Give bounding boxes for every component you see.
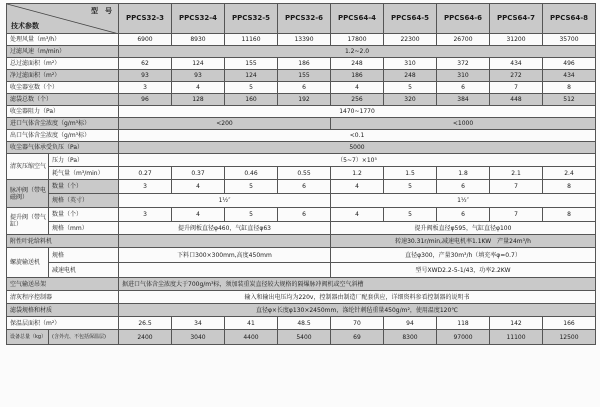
cell: 5 — [225, 180, 278, 194]
cell: 93 — [119, 70, 172, 82]
cell: 26.5 — [119, 317, 172, 330]
cell: 7 — [490, 208, 543, 222]
row-label: 空气输送吊架 — [7, 278, 119, 291]
cell: 4 — [172, 180, 225, 194]
row-label: 收尘器阻力（Pa） — [7, 106, 119, 118]
group-label: 螺旋输送机 — [7, 248, 49, 278]
row-resistance — [7, 106, 596, 118]
merged-cell: 1470~1770 — [119, 106, 596, 118]
cell: 70 — [331, 317, 384, 330]
row-controller — [7, 291, 596, 304]
cell: 97000 — [437, 330, 490, 345]
cell: 124 — [172, 58, 225, 70]
model-6: PPCS64-5 — [384, 4, 437, 34]
model-4: PPCS32-6 — [278, 4, 331, 34]
row-bags — [7, 94, 596, 106]
cell: 17800 — [331, 34, 384, 46]
cell: 4 — [331, 82, 384, 94]
cell: 186 — [331, 70, 384, 82]
cell: 448 — [490, 94, 543, 106]
model-8: PPCS64-7 — [490, 4, 543, 34]
cell: 5 — [384, 180, 437, 194]
row-screw-spec — [7, 248, 596, 263]
row-label: 出口气体含尘浓度（g/m³标） — [7, 130, 119, 142]
model-9: PPCS64-8 — [543, 4, 596, 34]
cell: 155 — [278, 70, 331, 82]
row-cleaning-pressure — [7, 154, 596, 167]
empty-cell — [119, 235, 331, 248]
model-2: PPCS32-4 — [172, 4, 225, 34]
cell: 11100 — [490, 330, 543, 345]
cell: 512 — [543, 94, 596, 106]
corner-params-label: 技术参数 — [11, 22, 39, 30]
cell: 384 — [437, 94, 490, 106]
cell: 2.1 — [490, 167, 543, 180]
row-label: 滤袋规格和材质 — [7, 304, 119, 317]
group-label: 脉冲阀（带电磁阀） — [7, 180, 49, 208]
cell: 7 — [490, 82, 543, 94]
cell: 1.2 — [331, 167, 384, 180]
cell: 128 — [172, 94, 225, 106]
cell: 6 — [278, 208, 331, 222]
merged-cell-right: 直径φ300，产量30m³/h（填充率φ=0.7） — [331, 248, 596, 263]
cell: 8 — [543, 208, 596, 222]
row-insulation — [7, 317, 596, 330]
cell: 434 — [543, 70, 596, 82]
merged-cell: 输入和输出电压均为220v，控制器由制造厂配套供应，详细资料参看控制器的说明书 — [119, 291, 596, 304]
cell: 0.37 — [172, 167, 225, 180]
row-outlet-concentration — [7, 130, 596, 142]
cell: 4400 — [225, 330, 278, 345]
cell: 8930 — [172, 34, 225, 46]
corner-model-label: 型 号 — [91, 7, 112, 15]
cell: 0.27 — [119, 167, 172, 180]
cell: 0.55 — [278, 167, 331, 180]
row-weight — [7, 330, 596, 345]
cell: 6 — [437, 180, 490, 194]
cell: 8 — [543, 82, 596, 94]
row-label: 规格 — [49, 248, 119, 263]
row-filter-speed — [7, 46, 596, 58]
row-net-area — [7, 70, 596, 82]
cell: 3040 — [172, 330, 225, 345]
cell: 160 — [225, 94, 278, 106]
cell: 8300 — [384, 330, 437, 345]
model-7: PPCS64-6 — [437, 4, 490, 34]
cell: 34 — [172, 317, 225, 330]
cell: 96 — [119, 94, 172, 106]
cell: 310 — [437, 70, 490, 82]
row-air-system — [7, 278, 596, 291]
row-label: 进口气体含尘浓度（g/m³标） — [7, 118, 119, 130]
cell: 7 — [490, 180, 543, 194]
cell: 8 — [543, 180, 596, 194]
cell: 62 — [119, 58, 172, 70]
cell: 13390 — [278, 34, 331, 46]
merged-cell: 1.2~2.0 — [119, 46, 596, 58]
cell: 272 — [490, 70, 543, 82]
row-label: 减速电机 — [49, 263, 119, 278]
cell: 11160 — [225, 34, 278, 46]
group-label: 清灰压缩空气 — [7, 154, 49, 180]
header-row — [7, 4, 596, 34]
cell: 256 — [331, 94, 384, 106]
empty-cell — [119, 263, 331, 278]
cell: 31200 — [490, 34, 543, 46]
merged-cell-left: 提升阀板直径φ460，气缸直径φ63 — [119, 222, 331, 235]
weight-label: 设备总量（kg） — [10, 334, 47, 340]
cell: 41 — [225, 317, 278, 330]
cell: 12500 — [543, 330, 596, 345]
cell: 248 — [331, 58, 384, 70]
row-label — [7, 330, 49, 345]
row-label: 耗气量（m³/min） — [49, 167, 119, 180]
cell: 3 — [119, 208, 172, 222]
merged-cell-right: 1½″ — [331, 194, 596, 208]
merged-cell-left: 下料口300×300mm,高度450mm — [119, 248, 331, 263]
cell: 2.4 — [543, 167, 596, 180]
row-pulse-valve-spec — [7, 194, 596, 208]
row-pulse-valve-qty — [7, 180, 596, 194]
cell: 6 — [278, 82, 331, 94]
row-label: 附性叶轮给料机 — [7, 235, 119, 248]
cell: 6900 — [119, 34, 172, 46]
model-5: PPCS64-4 — [331, 4, 384, 34]
row-label: 压力（Pa） — [49, 154, 119, 167]
cell: 3 — [119, 82, 172, 94]
row-inlet-concentration — [7, 118, 596, 130]
cell: 69 — [331, 330, 384, 345]
cell: 6 — [437, 208, 490, 222]
group-label: 提升阀（带气缸） — [7, 208, 49, 235]
cell: 320 — [384, 94, 437, 106]
cell: 48.5 — [278, 317, 331, 330]
row-label: 收尘器室数（个） — [7, 82, 119, 94]
cell: 5 — [225, 82, 278, 94]
merged-cell-left: 1½″ — [119, 194, 331, 208]
merged-cell-right: <1000 — [331, 118, 596, 130]
row-lift-valve-spec — [7, 222, 596, 235]
row-label: 数量（个） — [49, 180, 119, 194]
cell: 6 — [437, 82, 490, 94]
cell: 1.5 — [384, 167, 437, 180]
header-corner — [7, 4, 119, 34]
cell: 310 — [384, 58, 437, 70]
row-feeder — [7, 235, 596, 248]
cell: 94 — [384, 317, 437, 330]
cell: 372 — [437, 58, 490, 70]
row-bag-spec — [7, 304, 596, 317]
merged-cell: 据进口气体含尘浓度大于700g/m³标，须加装重炭直径较大规格的隔爆脉冲阀机或空气斜槽 — [119, 278, 596, 291]
cell: 4 — [172, 208, 225, 222]
cell: 192 — [278, 94, 331, 106]
row-chambers — [7, 82, 596, 94]
cell: 496 — [543, 58, 596, 70]
merged-cell-right: 转速30.31r/min,减速电机率1.1KW 产量24m³/h — [331, 235, 596, 248]
cell: 2400 — [119, 330, 172, 345]
merged-cell: （5~7）×10⁵ — [119, 154, 596, 167]
cell: 155 — [225, 58, 278, 70]
cell: 186 — [278, 58, 331, 70]
cell: 5 — [384, 82, 437, 94]
row-sublabel: (含外壳、不包括保温层) — [49, 330, 119, 345]
merged-cell-left: <200 — [119, 118, 331, 130]
model-1: PPCS32-3 — [119, 4, 172, 34]
row-negative-pressure — [7, 142, 596, 154]
cell: 35700 — [543, 34, 596, 46]
cell: 4 — [331, 180, 384, 194]
cell: 0.46 — [225, 167, 278, 180]
cell: 118 — [437, 317, 490, 330]
row-label: 数量（个） — [49, 208, 119, 222]
cell: 4 — [331, 208, 384, 222]
row-airflow — [7, 34, 596, 46]
cell: 6 — [278, 180, 331, 194]
cell: 22300 — [384, 34, 437, 46]
row-screw-motor — [7, 263, 596, 278]
row-cleaning-consumption — [7, 167, 596, 180]
cell: 5 — [384, 208, 437, 222]
merged-cell-right: 提升阀板直径φ595，气缸直径φ100 — [331, 222, 596, 235]
row-label: 规格（mm） — [49, 222, 119, 235]
row-label: 净过滤面积（m²） — [7, 70, 119, 82]
cell: 1.8 — [437, 167, 490, 180]
row-label: 过滤风速（m/min） — [7, 46, 119, 58]
row-label: 总过滤面积（m²） — [7, 58, 119, 70]
cell: 248 — [384, 70, 437, 82]
merged-cell: <0.1 — [119, 130, 596, 142]
merged-cell: 5000 — [119, 142, 596, 154]
cell: 166 — [543, 317, 596, 330]
cell: 434 — [490, 58, 543, 70]
cell: 3 — [119, 180, 172, 194]
row-label: 处理风量（m³/h） — [7, 34, 119, 46]
row-total-area — [7, 58, 596, 70]
cell: 93 — [172, 70, 225, 82]
cell: 26700 — [437, 34, 490, 46]
row-label: 收尘器气体承受负压（Pa） — [7, 142, 119, 154]
merged-cell-right: 型号XWD2.2-5-1/43，功率2.2KW — [331, 263, 596, 278]
row-label: 保温层面积（m²） — [7, 317, 119, 330]
cell: 5 — [225, 208, 278, 222]
cell: 124 — [225, 70, 278, 82]
row-lift-valve-qty — [7, 208, 596, 222]
cell: 4 — [172, 82, 225, 94]
spec-table — [6, 3, 596, 345]
row-label: 清灰程序控制器 — [7, 291, 119, 304]
model-3: PPCS32-5 — [225, 4, 278, 34]
cell: 5400 — [278, 330, 331, 345]
merged-cell: 直径φ×长度φ130×2450mm，涤纶针刺毡重量450g/m²，使用温度120℃ — [119, 304, 596, 317]
row-label: 规格（英寸） — [49, 194, 119, 208]
cell: 142 — [490, 317, 543, 330]
row-label: 滤袋总数（个） — [7, 94, 119, 106]
